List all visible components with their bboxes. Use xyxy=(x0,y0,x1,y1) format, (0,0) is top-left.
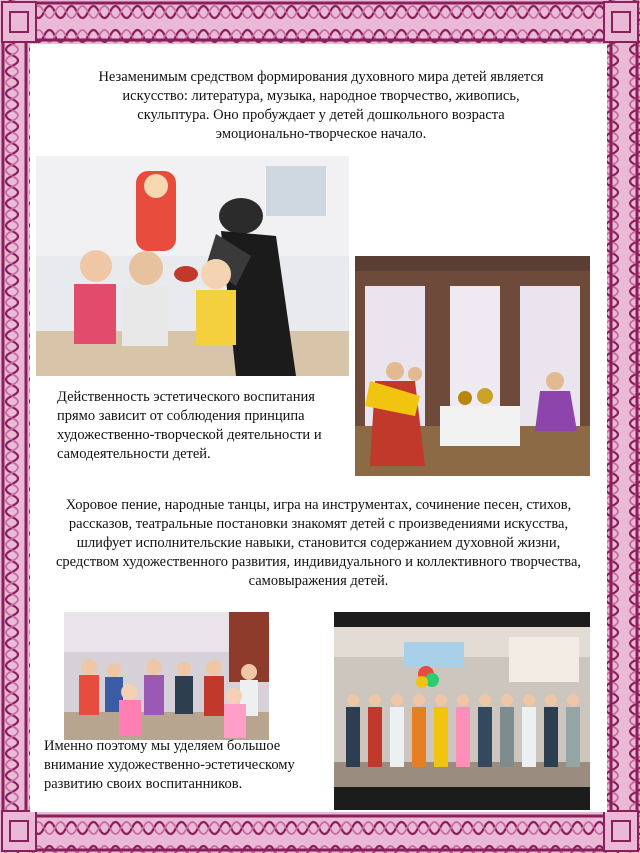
activities-paragraph: Хоровое пение, народные танцы, игра на инструментах, сочинение песен, стихов, рассказов, театральные постановки знакомят детей с произведениями искусства, шлифует исполнительские навыки, становится содержанием духовной жизни, средством художественного развития, индивидуального и коллективного творчества, самовыражения детей. xyxy=(55,497,582,589)
photo-folk-performance xyxy=(355,256,590,476)
photo-teacher-with-children xyxy=(36,156,349,376)
photo-children-dancing xyxy=(64,612,269,740)
conclusion-paragraph: Именно поэтому мы уделяем большое внимание художественно-эстетическому развитию своих воспитанников. xyxy=(44,738,295,792)
effectiveness-paragraph: Действенность эстетического воспитания прямо зависит от соблюдения принципа художественно-творческой деятельности и самодеятельности детей. xyxy=(57,389,322,462)
photo-children-on-stage xyxy=(334,612,590,810)
intro-paragraph: Незаменимым средством формирования духовного мира детей является искусство: литература, музыка, народное творчество, живопись, скульптура. Оно пробуждает у детей дошкольного возраста эмоционально-творческое начало. xyxy=(98,69,544,142)
